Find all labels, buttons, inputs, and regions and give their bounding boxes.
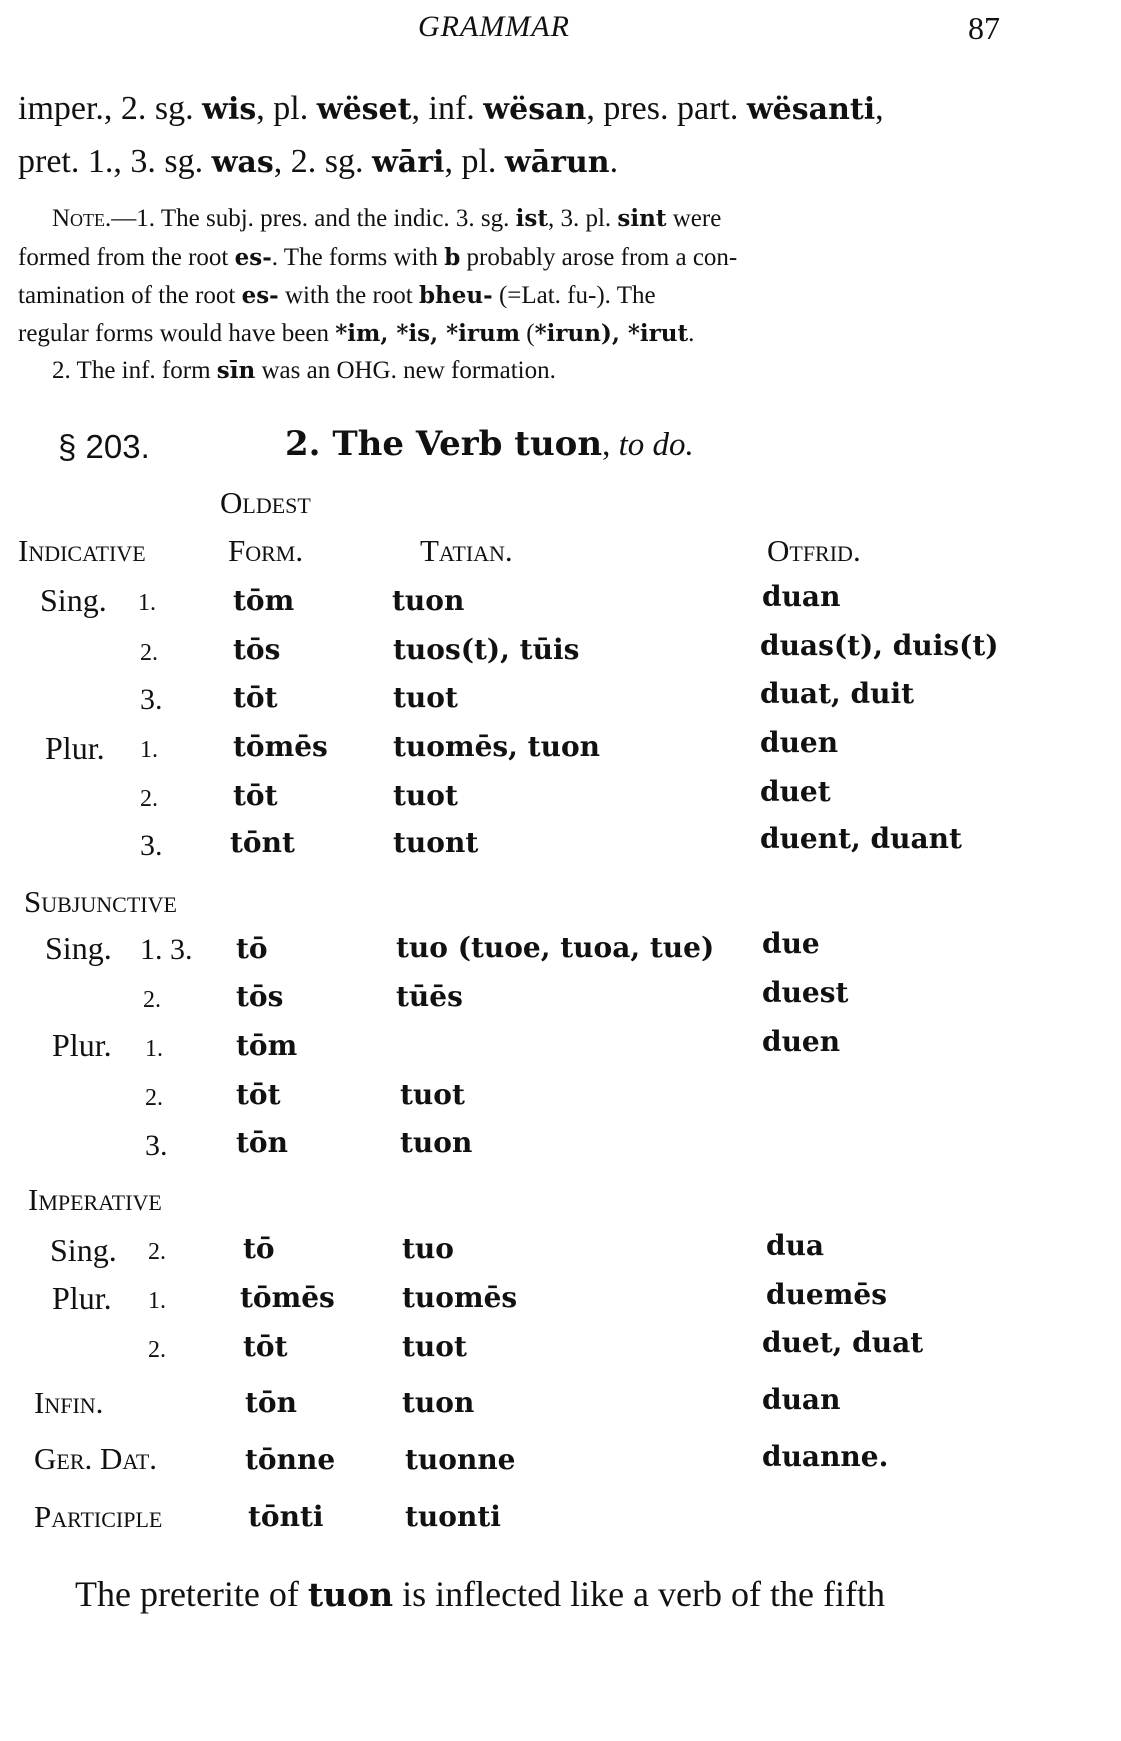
ind-row-num: 2. <box>140 786 158 812</box>
ind-row-num: 2. <box>140 640 158 666</box>
note-line-2: formed from the root es-. The forms with b probably arose from a con- <box>18 244 738 271</box>
ind-sing-label: Sing. <box>40 582 107 618</box>
header-form: Form. <box>228 533 304 568</box>
subj-row-num: 2. <box>145 1085 163 1111</box>
ind-oldest: tōmēs <box>233 730 328 763</box>
ger-oldest: tōnne <box>245 1443 336 1476</box>
imp-tatian: tuot <box>402 1330 467 1363</box>
subj-otfrid: duest <box>762 976 849 1009</box>
ind-tatian: tuot <box>393 681 458 714</box>
infin-otfrid: duan <box>762 1383 841 1416</box>
ind-row-num: 1. <box>138 590 156 616</box>
subj-tatian-text: tuo (tuoe, tuoa, tue) <box>396 931 715 964</box>
ind-plur-label: Plur. <box>45 730 105 766</box>
running-title: GRAMMAR <box>418 10 570 43</box>
subj-row-num: 1. <box>145 1036 163 1062</box>
ger-tatian: tuonne <box>405 1443 516 1476</box>
intro-line-1: imper., 2. sg. wis, pl. wëset, inf. wësan, pres. part. wësanti, <box>18 90 884 127</box>
section-title: 2. The Verb tuon, to do. <box>285 424 694 464</box>
ind-otfrid: duas(t), duis(t) <box>760 629 999 662</box>
participle-oldest: tōnti <box>248 1500 324 1533</box>
imp-oldest: tōt <box>243 1330 288 1363</box>
subj-tatian: tuot <box>400 1078 465 1111</box>
imp-row-num: 2. <box>148 1337 166 1363</box>
subj-sing-label: Sing. <box>45 930 112 966</box>
subj-tatian: tūēs <box>396 980 463 1013</box>
ind-row-num: 1. <box>140 737 158 763</box>
subj-oldest: tōn <box>236 1126 288 1159</box>
ind-otfrid: duan <box>762 580 841 613</box>
ind-oldest: tōnt <box>230 826 295 859</box>
imp-otfrid: duemēs <box>766 1278 887 1311</box>
ind-otfrid: duen <box>760 726 839 759</box>
page-number: 87 <box>968 10 1000 46</box>
note-line-5: 2. The inf. form sīn was an OHG. new formation. <box>52 357 556 384</box>
ind-row-num: 3. <box>140 829 163 862</box>
participle-label: Participle <box>34 1499 163 1534</box>
infin-label: Infin. <box>34 1385 104 1420</box>
header-oldest: Oldest <box>220 485 311 520</box>
note-line-3: tamination of the root es- with the root bheu- (=Lat. fu-). The <box>18 282 656 309</box>
section-number: § 203. <box>58 428 150 465</box>
note-line-1: Note.—1. The subj. pres. and the indic. 3. sg. ist, 3. pl. sint were <box>52 205 722 232</box>
subj-plur-label: Plur. <box>52 1027 112 1063</box>
subj-tatian: tuon <box>400 1126 473 1159</box>
ind-oldest: tōt <box>233 779 278 812</box>
subj-oldest: tōs <box>236 980 284 1013</box>
imp-sing-label: Sing. <box>50 1232 117 1268</box>
ind-otfrid: duat, duit <box>760 677 915 710</box>
subj-oldest: tōt <box>236 1078 281 1111</box>
subj-tatian <box>396 929 714 965</box>
header-otfrid: Otfrid. <box>767 533 861 568</box>
imp-otfrid: dua <box>766 1229 825 1262</box>
ind-tatian: tuont <box>393 826 479 859</box>
ind-tatian: tuot <box>393 779 458 812</box>
note-line-4: regular forms would have been *im, *is, *irum (*irun), *irut. <box>18 320 695 347</box>
header-imperative: Imperative <box>28 1182 162 1217</box>
ind-oldest: tōm <box>233 584 295 617</box>
imp-row-num: 1. <box>148 1288 166 1314</box>
ger-dat-label: Ger. Dat. <box>34 1441 158 1476</box>
imp-row-num: 2. <box>148 1239 166 1265</box>
infin-oldest: tōn <box>245 1386 297 1419</box>
ind-otfrid: duent, duant <box>760 822 962 855</box>
header-indicative: Indicative <box>18 533 146 568</box>
header-tatian: Tatian. <box>420 533 513 568</box>
ind-otfrid: duet <box>760 775 831 808</box>
participle-tatian: tuonti <box>405 1500 501 1533</box>
ind-oldest: tōt <box>233 681 278 714</box>
infin-tatian: tuon <box>402 1386 475 1419</box>
subj-row-num: 1. 3. <box>140 933 193 966</box>
subj-otfrid: duen <box>762 1025 841 1058</box>
ger-otfrid: duanne. <box>762 1440 889 1473</box>
ind-tatian: tuos(t), tūis <box>393 633 580 666</box>
imp-oldest: tō <box>243 1232 275 1265</box>
closing-line: The preterite of tuon is inflected like a verb of the fifth <box>75 1574 885 1614</box>
subj-otfrid: due <box>762 927 820 960</box>
intro-line-2: pret. 1., 3. sg. was, 2. sg. wāri, pl. wārun. <box>18 143 619 180</box>
ind-tatian: tuon <box>392 584 465 617</box>
imp-oldest: tōmēs <box>240 1281 335 1314</box>
subj-oldest: tō <box>236 932 268 965</box>
ind-oldest: tōs <box>233 633 281 666</box>
imp-tatian: tuo <box>402 1232 454 1265</box>
imp-tatian: tuomēs <box>402 1281 518 1314</box>
subj-row-num: 2. <box>143 987 161 1013</box>
subj-oldest: tōm <box>236 1029 298 1062</box>
ind-tatian: tuomēs, tuon <box>393 730 600 763</box>
ind-row-num: 3. <box>140 683 163 716</box>
header-subjunctive: Subjunctive <box>24 884 177 919</box>
imp-plur-label: Plur. <box>52 1280 112 1316</box>
imp-otfrid: duet, duat <box>762 1326 924 1359</box>
subj-row-num: 3. <box>145 1129 168 1162</box>
